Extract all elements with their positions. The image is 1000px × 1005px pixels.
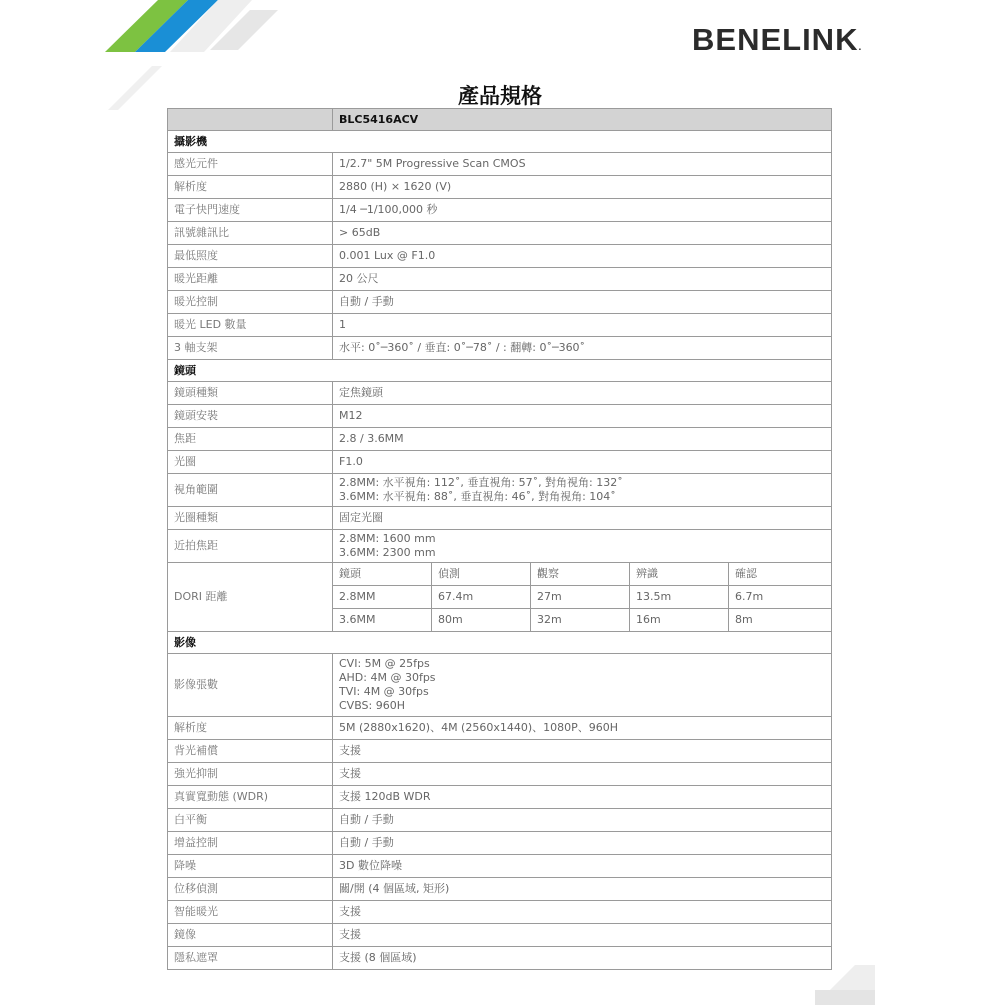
- table-row: [168, 832, 832, 855]
- table-row: [168, 901, 832, 924]
- view-line: 3.6MM: 水平視角: 88˚, 垂直視角: 46˚, 對角視角: 104˚: [339, 490, 616, 503]
- image-rows: [168, 717, 832, 970]
- table-row: [168, 428, 832, 451]
- row-label: 解析度: [168, 717, 333, 740]
- lens-rows: [168, 382, 832, 474]
- frames-line: CVBS: 960H: [339, 699, 406, 712]
- table-row: [168, 924, 832, 947]
- row-value: 自動 / 手動: [333, 809, 832, 832]
- table-row: [168, 507, 832, 530]
- table-row: [168, 809, 832, 832]
- row-label: 降噪: [168, 855, 333, 878]
- row-value: 支援: [333, 740, 832, 763]
- row-value: [333, 474, 832, 507]
- bottom-right-decoration: [815, 965, 875, 1005]
- brand-name: BENELINK: [692, 22, 859, 57]
- row-value: 水平: 0˚─360˚ / 垂直: 0˚─78˚ / : 翻轉: 0˚─360˚: [333, 337, 832, 360]
- row-value: 支援: [333, 901, 832, 924]
- table-row: [168, 245, 832, 268]
- table-row: [168, 474, 832, 507]
- dori-header: 確認: [729, 563, 832, 586]
- table-row: [168, 314, 832, 337]
- row-value: 自動 / 手動: [333, 291, 832, 314]
- section-label: 鏡頭: [168, 360, 832, 382]
- view-line: 2.8MM: 水平視角: 112˚, 垂直視角: 57˚, 對角視角: 132˚: [339, 476, 623, 489]
- table-row: [168, 740, 832, 763]
- row-value: 自動 / 手動: [333, 832, 832, 855]
- dori-cell: 32m: [531, 609, 630, 632]
- row-value: > 65dB: [333, 222, 832, 245]
- dori-cell: 16m: [630, 609, 729, 632]
- frames-line: AHD: 4M @ 30fps: [339, 671, 436, 684]
- row-label: 最低照度: [168, 245, 333, 268]
- row-label: 暖光 LED 數量: [168, 314, 333, 337]
- row-label: 鏡像: [168, 924, 333, 947]
- row-label: 背光補償: [168, 740, 333, 763]
- row-value: 1/4 ─1/100,000 秒: [333, 199, 832, 222]
- row-label: 影像張數: [168, 654, 333, 717]
- row-value: 1/2.7" 5M Progressive Scan CMOS: [333, 153, 832, 176]
- table-row: [168, 786, 832, 809]
- table-row: [168, 291, 832, 314]
- row-value: 1: [333, 314, 832, 337]
- dori-cell: 2.8MM: [333, 586, 432, 609]
- table-row: [168, 405, 832, 428]
- dori-cell: 27m: [531, 586, 630, 609]
- table-row: [168, 530, 832, 563]
- row-label: 視角範圍: [168, 474, 333, 507]
- row-label: 焦距: [168, 428, 333, 451]
- row-value: 關/開 (4 個區域, 矩形): [333, 878, 832, 901]
- row-label: 光圈: [168, 451, 333, 474]
- dori-header: 辨識: [630, 563, 729, 586]
- row-value: 2880 (H) × 1620 (V): [333, 176, 832, 199]
- row-value: 0.001 Lux @ F1.0: [333, 245, 832, 268]
- row-label: 鏡頭種類: [168, 382, 333, 405]
- row-label: 3 軸支架: [168, 337, 333, 360]
- row-label: 光圈種類: [168, 507, 333, 530]
- row-label: 近拍焦距: [168, 530, 333, 563]
- row-value: F1.0: [333, 451, 832, 474]
- dori-cell: 13.5m: [630, 586, 729, 609]
- row-label: 鏡頭安裝: [168, 405, 333, 428]
- table-row: [168, 654, 832, 717]
- dori-cell: 6.7m: [729, 586, 832, 609]
- table-row: [168, 268, 832, 291]
- row-label: 解析度: [168, 176, 333, 199]
- table-row: [168, 153, 832, 176]
- section-image: [168, 632, 832, 654]
- dori-header-row: [168, 563, 832, 586]
- row-label: 白平衡: [168, 809, 333, 832]
- dori-label: DORI 距離: [168, 563, 333, 632]
- row-value: 3D 數位降噪: [333, 855, 832, 878]
- table-row: [168, 717, 832, 740]
- row-value: [333, 530, 832, 563]
- row-value: 5M (2880x1620)、4M (2560x1440)、1080P、960H: [333, 717, 832, 740]
- camera-rows: [168, 153, 832, 360]
- dori-header: 鏡頭: [333, 563, 432, 586]
- table-row: [168, 855, 832, 878]
- row-value: 支援: [333, 924, 832, 947]
- page-title: 產品規格: [458, 84, 542, 108]
- dori-header: 偵測: [432, 563, 531, 586]
- row-value: M12: [333, 405, 832, 428]
- dori-cell: 8m: [729, 609, 832, 632]
- section-label: 影像: [168, 632, 832, 654]
- brand-logo: [692, 22, 862, 58]
- frames-line: CVI: 5M @ 25fps: [339, 657, 430, 670]
- row-label: 隱私遮罩: [168, 947, 333, 970]
- near-line: 3.6MM: 2300 mm: [339, 546, 436, 559]
- row-value: 固定光圈: [333, 507, 832, 530]
- row-value: [333, 654, 832, 717]
- row-value: 支援 120dB WDR: [333, 786, 832, 809]
- row-label: 智能暖光: [168, 901, 333, 924]
- row-label: 感光元件: [168, 153, 333, 176]
- table-row: [168, 222, 832, 245]
- row-label: 電子快門速度: [168, 199, 333, 222]
- row-value: 2.8 / 3.6MM: [333, 428, 832, 451]
- table-row: [168, 337, 832, 360]
- table-row: [168, 763, 832, 786]
- dori-cell: 80m: [432, 609, 531, 632]
- model-row: [168, 109, 832, 131]
- brand-mark: .: [858, 42, 863, 53]
- model-name: BLC5416ACV: [333, 109, 832, 131]
- row-value: 定焦鏡頭: [333, 382, 832, 405]
- dori-cell: 3.6MM: [333, 609, 432, 632]
- row-label: 訊號雜訊比: [168, 222, 333, 245]
- row-value: 20 公尺: [333, 268, 832, 291]
- spec-table: [167, 108, 832, 970]
- section-lens: [168, 360, 832, 382]
- row-value: 支援: [333, 763, 832, 786]
- row-label: 強光抑制: [168, 763, 333, 786]
- dori-cell: 67.4m: [432, 586, 531, 609]
- section-label: 攝影機: [168, 131, 832, 153]
- row-label: 位移偵測: [168, 878, 333, 901]
- section-camera: [168, 131, 832, 153]
- row-label: 暖光距離: [168, 268, 333, 291]
- table-row: [168, 199, 832, 222]
- dori-header: 觀察: [531, 563, 630, 586]
- table-row: [168, 947, 832, 970]
- table-row: [168, 382, 832, 405]
- frames-line: TVI: 4M @ 30fps: [339, 685, 429, 698]
- table-row: [168, 451, 832, 474]
- model-blank-cell: [168, 109, 333, 131]
- near-line: 2.8MM: 1600 mm: [339, 532, 436, 545]
- row-value: 支援 (8 個區域): [333, 947, 832, 970]
- table-row: [168, 176, 832, 199]
- table-row: [168, 878, 832, 901]
- row-label: 真實寬動態 (WDR): [168, 786, 333, 809]
- row-label: 增益控制: [168, 832, 333, 855]
- row-label: 暖光控制: [168, 291, 333, 314]
